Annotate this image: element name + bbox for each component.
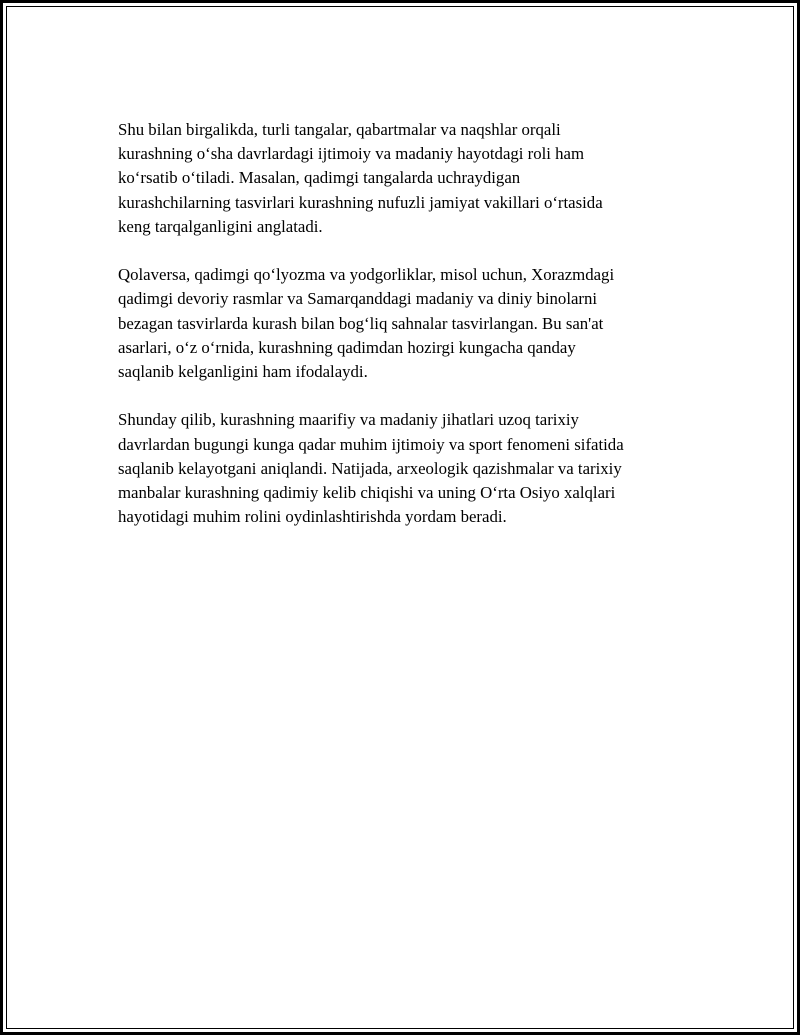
paragraph-3: [118, 408, 683, 529]
text-line: qadimgi devoriy rasmlar va Samarqanddagi madaniy va diniy binolarni: [118, 289, 598, 309]
text-line: keng tarqalganligini anglatadi.: [118, 216, 323, 236]
paragraph-1: [118, 118, 683, 239]
document-body: [118, 118, 683, 554]
text-line: Shunday qilib, kurashning maarifiy va madaniy jihatlari uzoq tarixiy: [118, 410, 579, 430]
text-line: asarlari, oʻz oʻrnida, kurashning qadimdan hozirgi kungacha qanday: [118, 337, 576, 357]
text-line: hayotidagi muhim rolini oydinlashtirishda yordam beradi.: [118, 507, 507, 527]
text-line: kurashning oʻsha davrlardagi ijtimoiy va madaniy hayotdagi roli ham: [118, 144, 585, 164]
text-line: saqlanib kelganligini ham ifodalaydi.: [118, 362, 368, 382]
text-line: bezagan tasvirlarda kurash bilan bogʻliq sahnalar tasvirlangan. Bu san'at: [118, 313, 604, 333]
paragraph-2: [118, 263, 683, 384]
text-line: koʻrsatib oʻtiladi. Masalan, qadimgi tangalarda uchraydigan: [118, 168, 521, 188]
text-line: kurashchilarning tasvirlari kurashning nufuzli jamiyat vakillari oʻrtasida: [118, 192, 603, 212]
text-line: Shu bilan birgalikda, turli tangalar, qabartmalar va naqshlar orqali: [118, 120, 561, 139]
text-line: saqlanib kelayotgani aniqlandi. Natijada, arxeologik qazishmalar va tarixiy: [118, 458, 622, 478]
text-line: davrlardan bugungi kunga qadar muhim ijtimoiy va sport fenomeni sifatida: [118, 434, 624, 454]
text-line: Qolaversa, qadimgi qoʻlyozma va yodgorliklar, misol uchun, Xorazmdagi: [118, 265, 615, 285]
text-line: manbalar kurashning qadimiy kelib chiqishi va uning Oʻrta Osiyo xalqlari: [118, 483, 616, 503]
